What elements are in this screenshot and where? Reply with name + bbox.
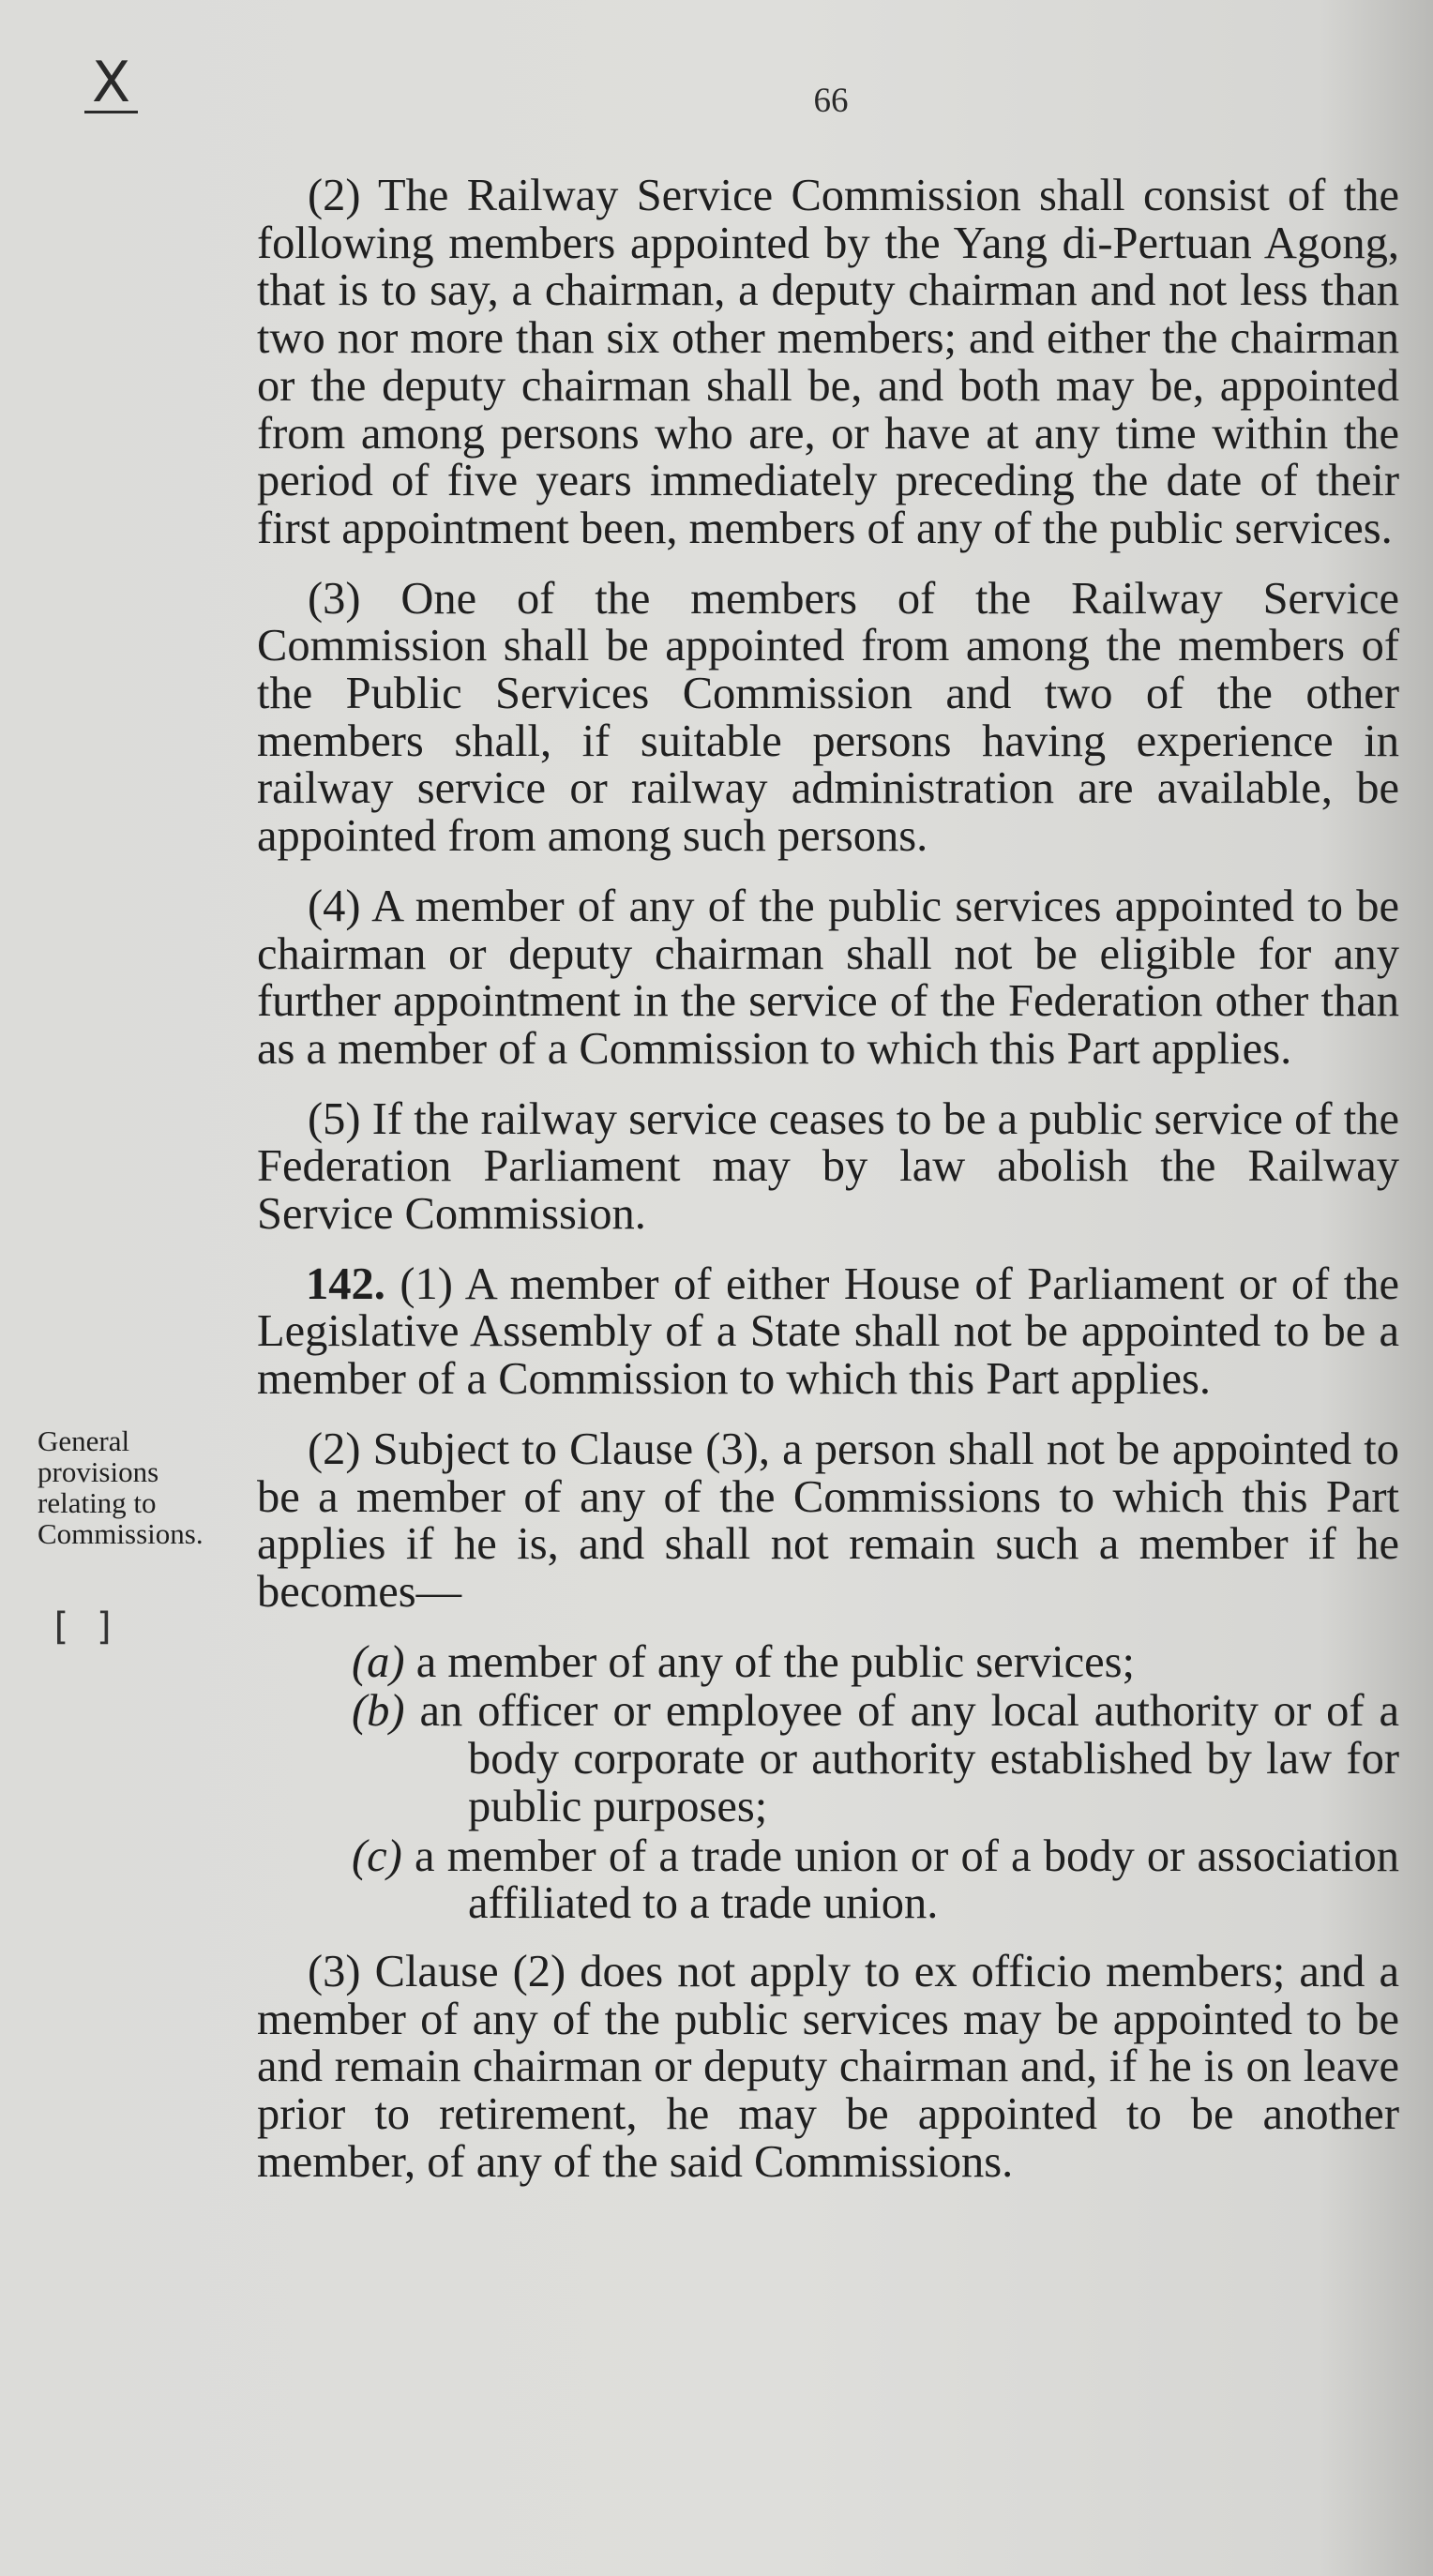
- list-item-c: [257, 1830, 1400, 1929]
- section-142-clause-1: [257, 1258, 1400, 1405]
- paragraph-clause-4: (4) A member of any of the public services appointed to be chairman or deputy chairman shall not be eligible for any further appointment in the service of the Federation other than as a member of a Commission to which this Part applies.: [257, 881, 1399, 1074]
- side-note-general-provisions: General provisions relating to Commissions.: [38, 1424, 204, 1550]
- list-item-b: [257, 1688, 1399, 1830]
- item-label: (a): [352, 1636, 405, 1687]
- list-item-a: [257, 1636, 1399, 1687]
- page-number: 66: [813, 82, 849, 120]
- item-label: (b): [352, 1686, 405, 1737]
- section-number: 142.: [306, 1258, 385, 1309]
- item-text: a member of a trade union or of a body or association affiliated to a trade union.: [415, 1830, 1400, 1929]
- section-142-clause-3: (3) Clause (2) does not apply to ex officio members; and a member of any of the public services may be appointed to be and remain chairman or deputy chairman and, if he is on leave prior to retirement, he may be appointed to be another member, of any of the said Commissions.: [257, 1946, 1399, 2187]
- handwritten-x-mark: X: [84, 54, 138, 113]
- paragraph-clause-3: (3) One of the members of the Railway Service Commission shall be appointed from among the members of the Public Services Commission and two of the other members shall, if suitable persons having experience in railway service or railway administration are available, be appointed from among such persons.: [257, 573, 1399, 862]
- paragraph-clause-5: (5) If the railway service ceases to be a public service of the Federation Parliament may by law abolish the Railway Service Commission.: [257, 1093, 1399, 1240]
- section-142-clause-2: (2) Subject to Clause (3), a person shall not be appointed to be a member of any of the Commissions to which this Part applies if he is, and shall not remain such a member if he becomes—: [257, 1424, 1399, 1617]
- item-label: (c): [352, 1830, 402, 1881]
- section-142-clause-1-text: (1) A member of either House of Parliament or of the Legislative Assembly of a State shall not be appointed to be a member of a Commission to which this Part applies.: [257, 1258, 1400, 1405]
- body-text: [257, 173, 1399, 2208]
- item-text: an officer or employee of any local authority or of a body corporate or authority established by law for public purposes;: [419, 1686, 1399, 1831]
- paragraph-clause-2: (2) The Railway Service Commission shall consist of the following members appointed by the Yang di-Pertuan Agong, that is to say, a chairman, a deputy chairman and not less than two nor more than six other members; and either the chairman or the deputy chairman shall be, and both may be, appointed from among persons who are, or have at any time within the period of five years immediately preceding the date of their first appointment been, members of any of the public services.: [257, 171, 1399, 553]
- item-text: a member of any of the public services;: [415, 1636, 1135, 1687]
- clause-2-item-list: [257, 1636, 1400, 1929]
- handwritten-bracket-mark: [ ]: [49, 1605, 117, 1649]
